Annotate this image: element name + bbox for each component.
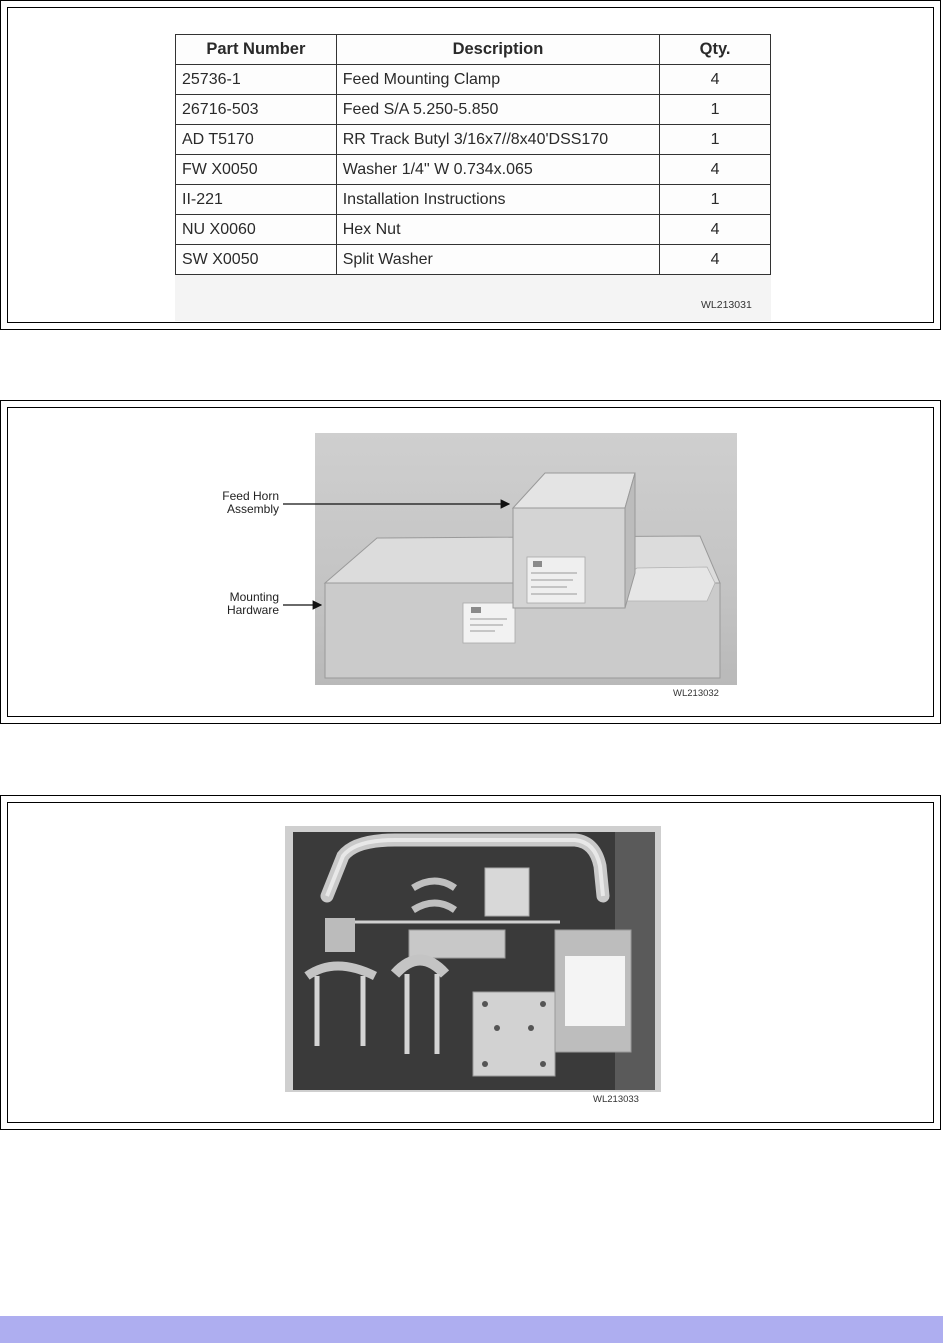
qty-cell: 1 [660, 95, 771, 125]
figure-code: WL213033 [593, 1094, 639, 1105]
part-number-cell: FW X0050 [176, 155, 337, 185]
part-number-cell: II-221 [176, 185, 337, 215]
footer-band [0, 1316, 943, 1343]
parts-table-scan [175, 34, 771, 321]
part-number-cell: 25736-1 [176, 65, 337, 95]
parts-table [175, 34, 771, 275]
qty-cell: 4 [660, 155, 771, 185]
callout-text-line: Hardware [226, 603, 279, 617]
qty-cell: 1 [660, 125, 771, 155]
column-header-description: Description [336, 35, 659, 65]
table-row [176, 95, 771, 125]
table-row [176, 65, 771, 95]
description-cell: Feed Mounting Clamp [336, 65, 659, 95]
table-row [176, 185, 771, 215]
description-cell: Installation Instructions [336, 185, 659, 215]
description-cell: Feed S/A 5.250-5.850 [336, 95, 659, 125]
part-number-cell: AD T5170 [176, 125, 337, 155]
table-row [176, 215, 771, 245]
qty-cell: 4 [660, 245, 771, 275]
part-number-cell: 26716-503 [176, 95, 337, 125]
part-number-cell: SW X0050 [176, 245, 337, 275]
description-cell: Hex Nut [336, 215, 659, 245]
part-number-cell: NU X0060 [176, 215, 337, 245]
figure-code: WL213031 [701, 299, 752, 311]
figure-code: WL213032 [673, 688, 719, 699]
table-header-row [176, 35, 771, 65]
qty-cell: 1 [660, 185, 771, 215]
callout-arrows [1, 401, 943, 725]
description-cell: RR Track Butyl 3/16x7//8x40'DSS170 [336, 125, 659, 155]
description-cell: Washer 1/4" W 0.734x.065 [336, 155, 659, 185]
qty-cell: 4 [660, 215, 771, 245]
hardware-photo [285, 826, 661, 1092]
column-header-qty: Qty. [660, 35, 771, 65]
table-row [176, 245, 771, 275]
figure-parts-list [0, 0, 941, 330]
callout-text-line: Mounting [229, 590, 279, 604]
callout-text-line: Assembly [226, 502, 279, 516]
figure-shipping-boxes [0, 400, 941, 724]
qty-cell: 4 [660, 65, 771, 95]
hardware-photo-drawing [285, 826, 661, 1092]
table-row [176, 125, 771, 155]
table-row [176, 155, 771, 185]
column-header-part-number: Part Number [176, 35, 337, 65]
figure-mounting-hardware [0, 795, 941, 1130]
description-cell: Split Washer [336, 245, 659, 275]
callout-text-line: Feed Horn [222, 489, 279, 503]
